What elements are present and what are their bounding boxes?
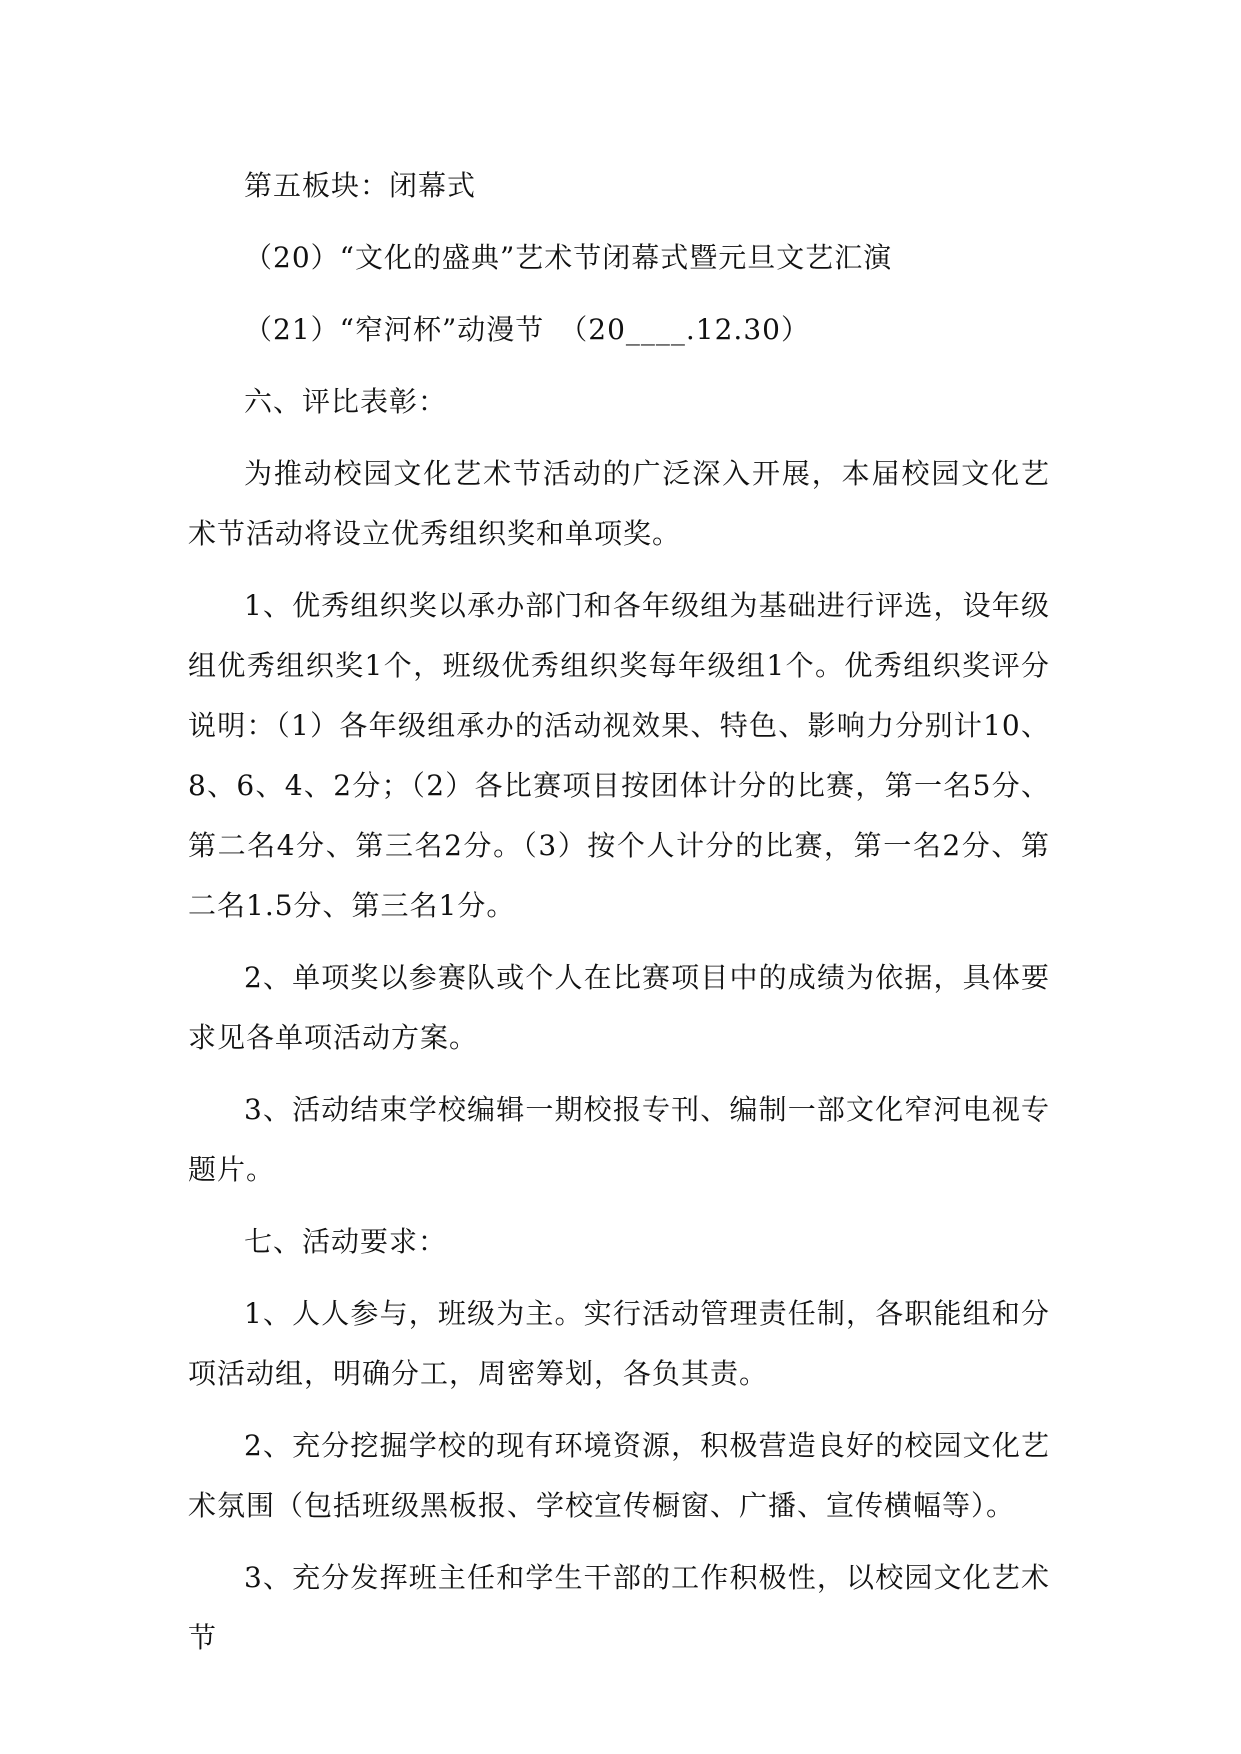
paragraph-award-publication: 3、活动结束学校编辑一期校报专刊、编制一部文化窄河电视专题片。 <box>188 1093 1050 1186</box>
section-heading-awards: 六、评比表彰： <box>244 385 448 418</box>
paragraph-award-individual: 2、单项奖以参赛队或个人在比赛项目中的成绩为依据，具体要求见各单项活动方案。 <box>188 961 1050 1054</box>
paragraph-awards-intro: 为推动校园文化艺术节活动的广泛深入开展，本届校园文化艺术节活动将设立优秀组织奖和单项奖。 <box>188 457 1050 550</box>
section-heading-closing-ceremony: 第五板块：闭幕式 <box>244 169 477 202</box>
paragraph-award-organization: 1、优秀组织奖以承办部门和各年级组为基础进行评选，设年级组优秀组织奖1个，班级优秀组织奖每年级组1个。优秀组织奖评分说明：（1）各年级组承办的活动视效果、特色、影响力分别计10、8、6、4、2分；（2）各比赛项目按团体计分的比赛，第一名5分、第二名4分、第三名2分。（3）按个人计分的比赛，第一名2分、第二名1.5分、第三名1分。 <box>188 589 1050 922</box>
paragraph-requirement-3: 3、充分发挥班主任和学生干部的工作积极性，以校园文化艺术节 <box>188 1561 1050 1654</box>
paragraph-requirement-1: 1、人人参与，班级为主。实行活动管理责任制，各职能组和分项活动组，明确分工，周密筹划，各负其责。 <box>188 1297 1050 1390</box>
document-body <box>188 156 1050 1668</box>
list-item-21: （21）“窄河杯”动漫节 （20____.12.30） <box>244 313 810 346</box>
paragraph-requirement-2: 2、充分挖掘学校的现有环境资源，积极营造良好的校园文化艺术氛围（包括班级黑板报、学校宣传橱窗、广播、宣传横幅等）。 <box>188 1429 1050 1522</box>
list-item-20: （20）“文化的盛典”艺术节闭幕式暨元旦文艺汇演 <box>244 241 893 274</box>
section-heading-requirements: 七、活动要求： <box>244 1225 448 1258</box>
